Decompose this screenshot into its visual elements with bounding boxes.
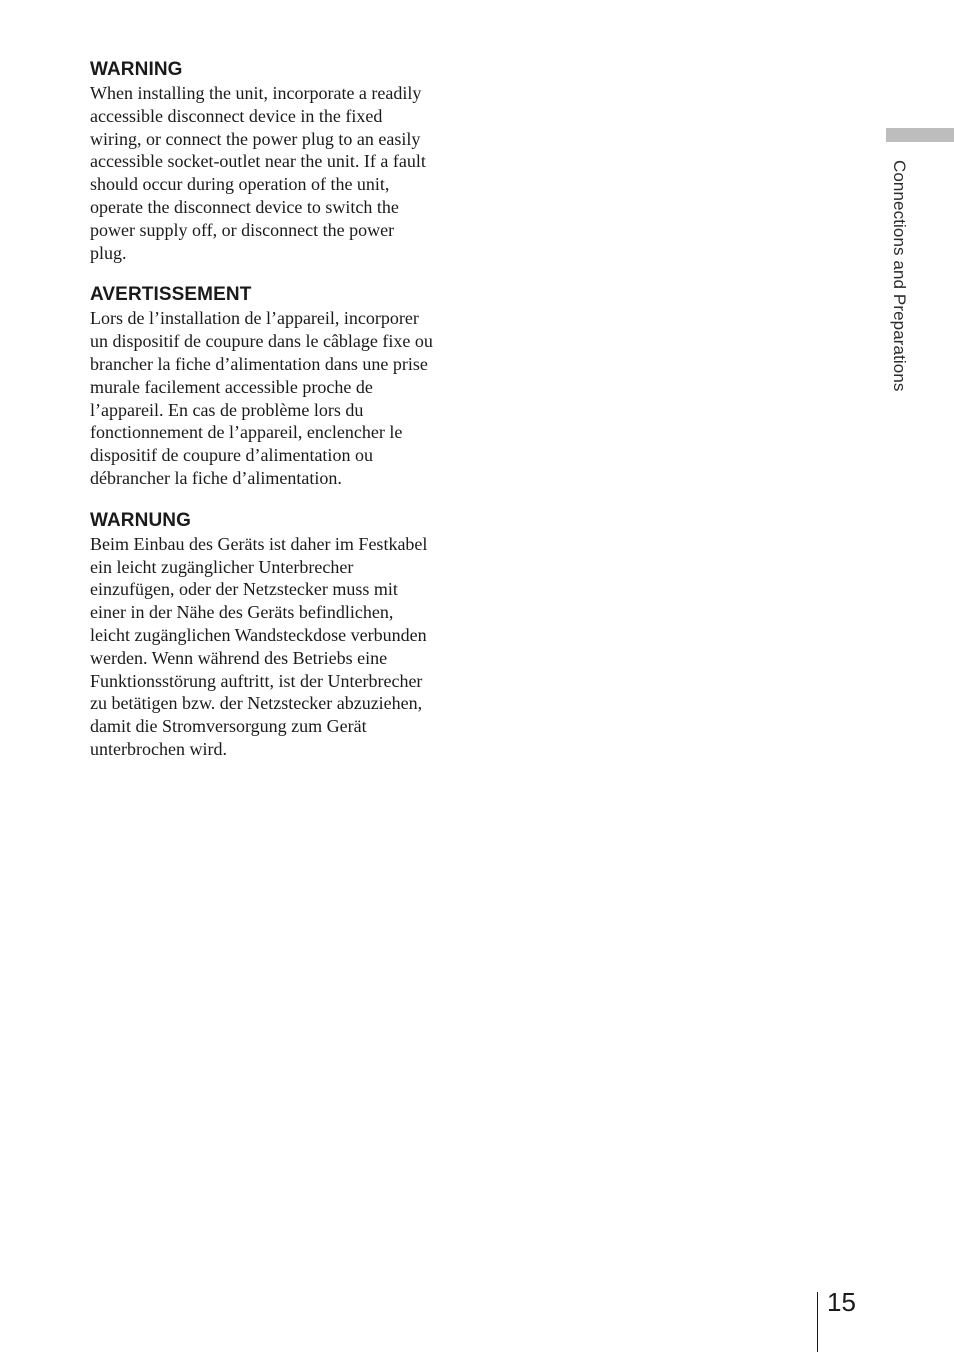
section-heading: AVERTISSEMENT [90,284,252,306]
text-line: Funktionsstörung auftritt, ist der Unterbrecher [90,670,423,691]
section-paragraph [90,533,452,761]
text-line: werden. Wenn während des Betriebs eine [90,647,388,668]
section-heading: WARNUNG [90,509,191,531]
text-line: Lors de l’installation de l’appareil, incorporer [90,308,419,329]
text-line: zu betätigen bzw. der Netzstecker abzuziehen, [90,693,423,714]
text-line: leicht zugänglichen Wandsteckdose verbunden [90,624,427,645]
text-line: un dispositif de coupure dans le câblage fixe ou [90,331,433,352]
text-line: unterbrochen wird. [90,738,227,759]
text-line: l’appareil. En cas de problème lors du [90,399,364,420]
text-line: einzufügen, oder der Netzstecker muss mit [90,579,398,600]
text-line: operate the disconnect device to switch the [90,196,399,217]
chapter-tab-marker [886,128,954,142]
text-line: plug. [90,242,127,263]
page-number: 15 [827,1287,856,1317]
text-line: ein leicht zugänglicher Unterbrecher [90,556,354,577]
section-heading: WARNING [90,59,183,80]
text-line: power supply off, or disconnect the power [90,219,395,240]
section-avertissement [90,283,452,489]
text-line: accessible disconnect device in the fixed [90,105,383,126]
main-content [90,58,452,780]
text-line: débrancher la fiche d’alimentation. [90,467,342,488]
text-line: dispositif de coupure d’alimentation ou [90,445,373,466]
text-line: einer in der Nähe des Geräts befindlichen, [90,602,394,623]
text-line: fonctionnement de l’appareil, enclencher le [90,422,403,443]
section-paragraph [90,307,452,489]
text-line: accessible socket-outlet near the unit. If a fault [90,151,426,172]
text-line: wiring, or connect the power plug to an easily [90,128,421,149]
section-warning [90,58,452,264]
page-number-divider [817,1292,818,1352]
text-line: murale facilement accessible proche de [90,376,373,397]
chapter-title: Connections and Preparations [890,160,909,392]
text-line: Beim Einbau des Geräts ist daher im Festkabel [90,533,428,554]
text-line: When installing the unit, incorporate a readily [90,83,422,103]
section-warnung [90,509,452,761]
text-line: should occur during operation of the unit, [90,174,390,195]
text-line: damit die Stromversorgung zum Gerät [90,716,367,737]
section-paragraph [90,82,452,264]
text-line: brancher la fiche d’alimentation dans une prise [90,353,428,374]
